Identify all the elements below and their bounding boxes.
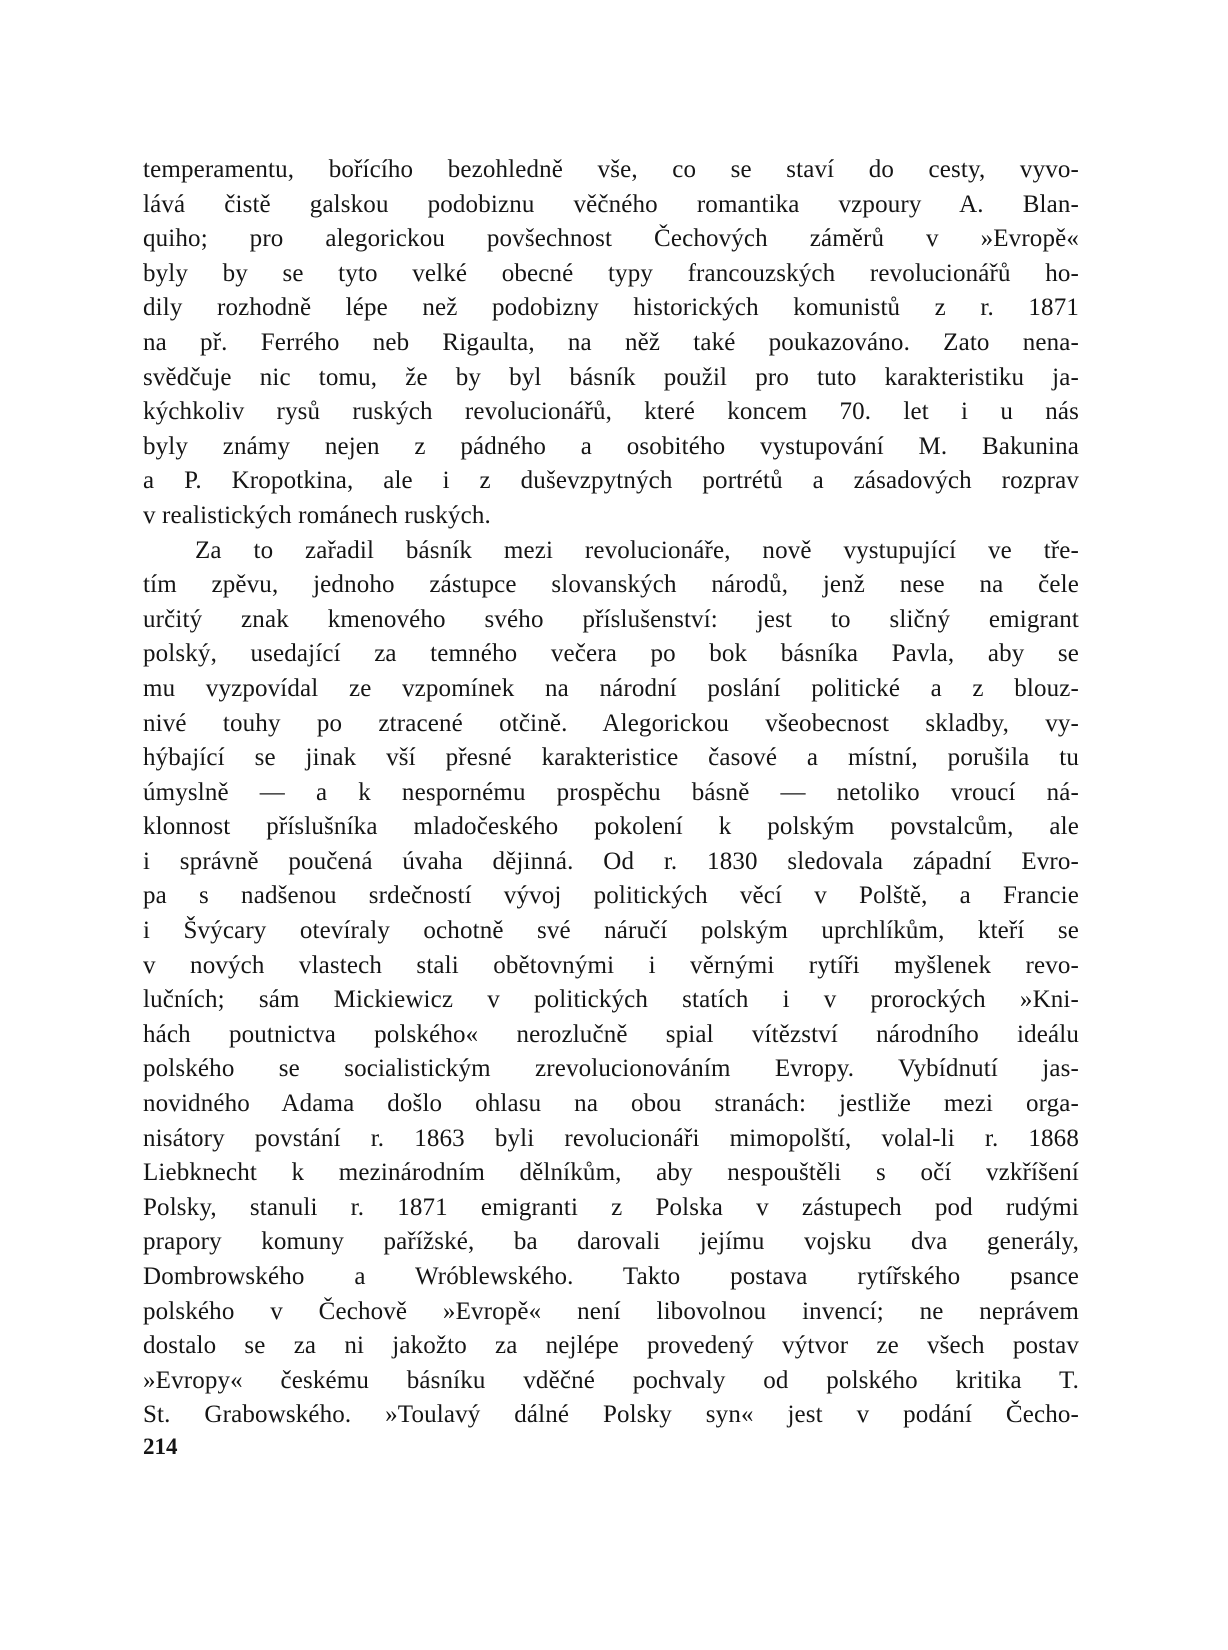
text-line: určitý znak kmenového svého příslušenství: jest to sličný emigrant — [143, 605, 1079, 633]
text-line: klonnost příslušníka mladočeského pokolení k polským povstalcům, ale — [143, 813, 1079, 841]
text-line: v realistických románech ruských. — [143, 501, 491, 529]
text-line: i Švýcary otevíraly ochotně své náručí polským uprchlíkům, kteří se — [143, 917, 1079, 945]
page-number: 214 — [143, 1434, 178, 1459]
text-line: a P. Kropotkina, ale i z duševzpytných portrétů a zásadových rozprav — [143, 467, 1079, 495]
text-line: Liebknecht k mezinárodním dělníkům, aby nespouštěli s očí vzkříšení — [143, 1159, 1079, 1187]
text-line: kýchkoliv rysů ruských revolucionářů, které koncem 70. let i u nás — [143, 398, 1079, 426]
text-line: quiho; pro alegorickou povšechnost Čechových záměrů v »Evropě« — [143, 225, 1079, 253]
text-line: lává čistě galskou podobiznu věčného romantika vzpoury A. Blan- — [143, 190, 1079, 218]
text-line: mu vyzpovídal ze vzpomínek na národní poslání politické a z blouz- — [143, 674, 1079, 702]
body-text — [143, 153, 1079, 1433]
text-line: hýbající se jinak vší přesné karakteristice časové a místní, porušila tu — [143, 744, 1079, 772]
text-line: i správně poučená úvaha dějinná. Od r. 1830 sledovala západní Evro- — [143, 847, 1079, 875]
text-line: Za to zařadil básník mezi revolucionáře, nově vystupující ve tře- — [195, 536, 1079, 564]
text-line: úmyslně — a k nespornému prospěchu básně — netoliko vroucí ná- — [143, 778, 1079, 806]
text-line: nisátory povstání r. 1863 byli revolucionáři mimopolští, volal-li r. 1868 — [143, 1124, 1079, 1152]
paragraph-1 — [143, 153, 1079, 534]
text-line: Dombrowského a Wróblewského. Takto postava rytířského psance — [143, 1263, 1079, 1290]
text-line: »Evropy« českému básníku vděčné pochvaly od polského kritika T. — [143, 1366, 1079, 1394]
text-line: svědčuje nic tomu, že by byl básník použil pro tuto karakteristiku ja- — [143, 363, 1079, 391]
paragraph-2 — [143, 534, 1079, 1433]
text-line: lučních; sám Mickiewicz v politických statích i v prorockých »Kni- — [143, 986, 1079, 1014]
text-line: pa s nadšenou srdečností vývoj politických věcí v Polště, a Francie — [143, 882, 1079, 910]
text-line: na př. Ferrého neb Rigaulta, na něž také poukazováno. Zato nena- — [143, 328, 1079, 356]
text-line: polského se socialistickým zrevolucionováním Evropy. Vybídnutí jas- — [143, 1055, 1079, 1083]
text-line: dostalo se za ni jakožto za nejlépe provedený výtvor ze všech postav — [143, 1332, 1079, 1360]
text-line: nivé touhy po ztracené otčině. Alegorickou všeobecnost skladby, vy- — [143, 709, 1079, 737]
text-line: Polsky, stanuli r. 1871 emigranti z Polska v zástupech pod rudými — [143, 1193, 1079, 1221]
text-line: dily rozhodně lépe než podobizny historických komunistů z r. 1871 — [143, 294, 1079, 322]
text-line: polský, usedající za temného večera po bok básníka Pavla, aby se — [143, 640, 1079, 668]
text-line: v nových vlastech stali obětovnými i věrnými rytíři myšlenek revo- — [143, 951, 1079, 979]
text-line: tím zpěvu, jednoho zástupce slovanských národů, jenž nese na čele — [143, 571, 1079, 599]
text-line: byly by se tyto velké obecné typy francouzských revolucionářů ho- — [143, 259, 1079, 287]
text-line: polského v Čechově »Evropě« není libovolnou invencí; ne neprávem — [143, 1297, 1079, 1325]
text-line: St. Grabowského. »Toulavý dálné Polsky syn« jest v podání Čecho- — [143, 1401, 1079, 1429]
text-line: hách poutnictva polského« nerozlučně spial vítězství národního ideálu — [143, 1020, 1079, 1048]
text-line: temperamentu, bořícího bezohledně vše, co se staví do cesty, vyvo- — [143, 156, 1079, 183]
text-line: prapory komuny pařížské, ba darovali jejímu vojsku dva generály, — [143, 1228, 1079, 1256]
text-line: byly známy nejen z pádného a osobitého vystupování M. Bakunina — [143, 432, 1079, 460]
text-line: novidného Adama došlo ohlasu na obou stranách: jestliže mezi orga- — [143, 1090, 1079, 1118]
